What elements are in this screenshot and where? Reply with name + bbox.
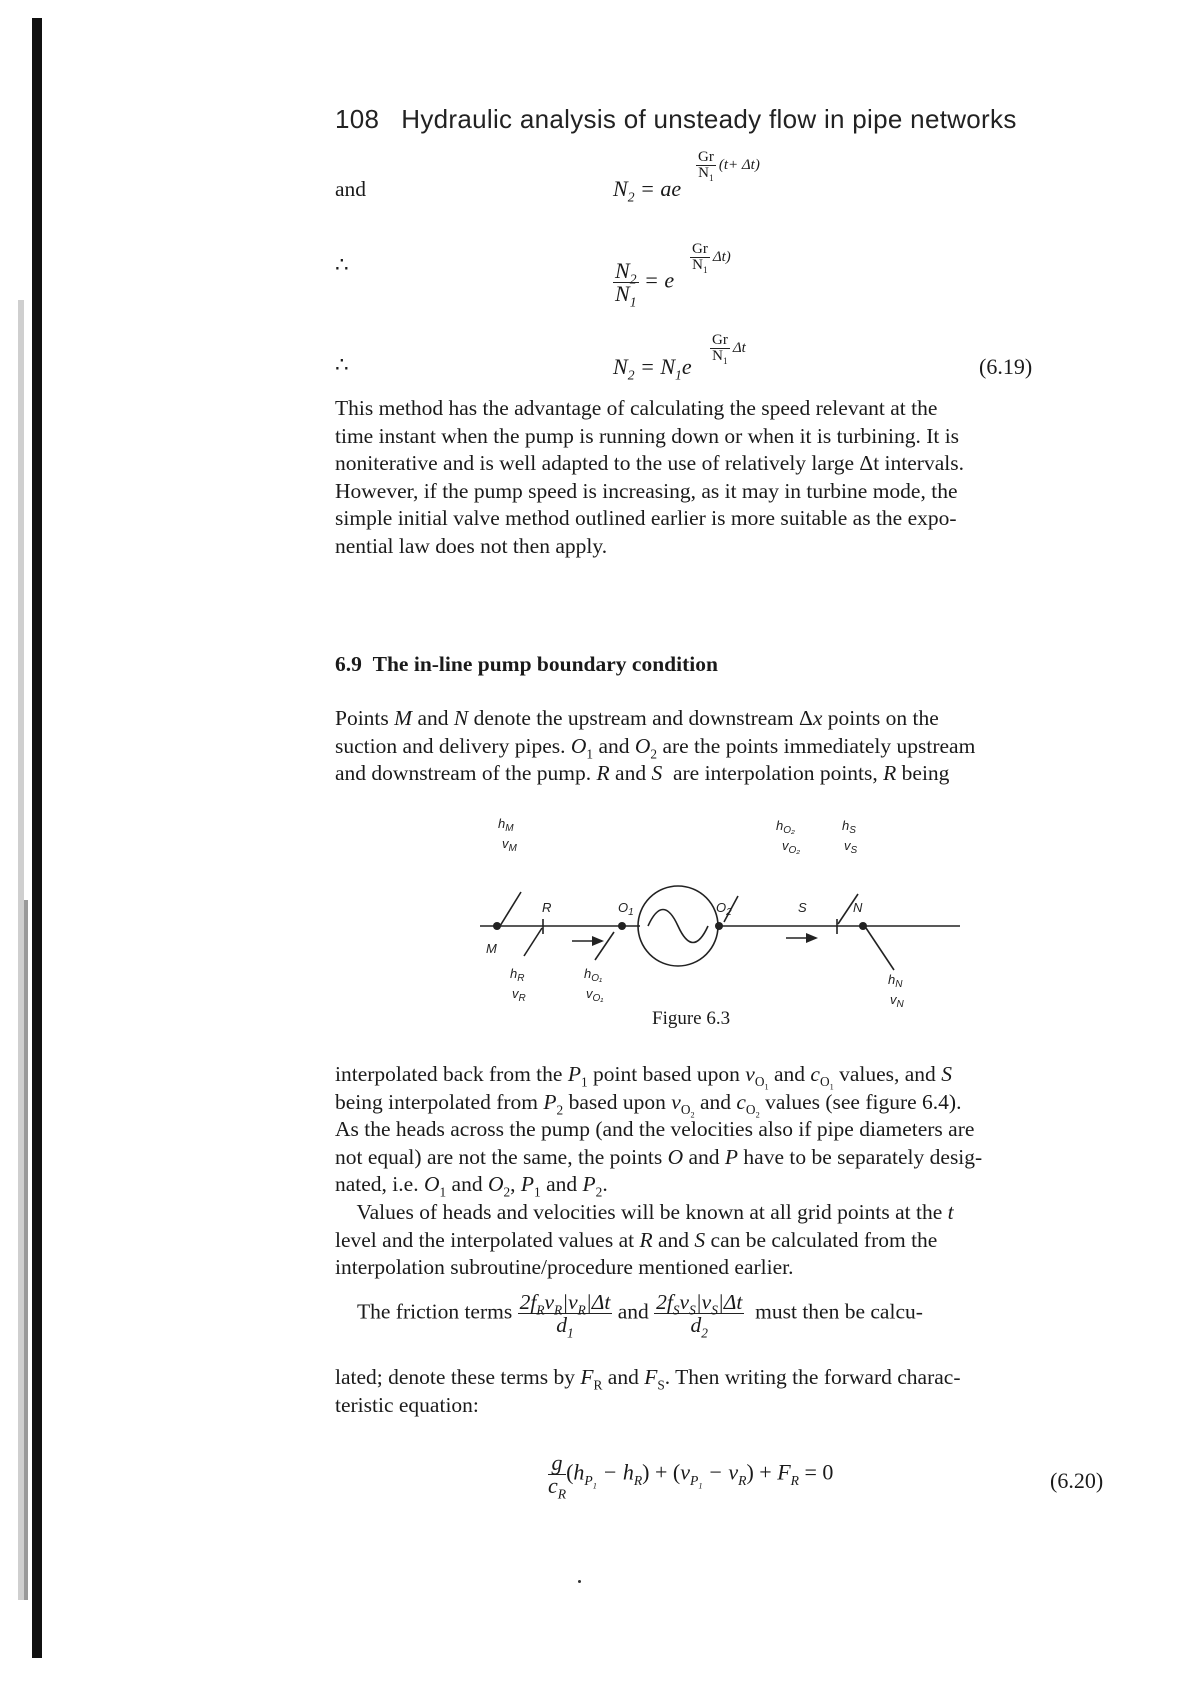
label-vO2: $v_{O_2}$ — [782, 838, 801, 856]
pump-impeller-wave — [648, 910, 708, 943]
arrowhead-suction — [592, 936, 604, 946]
paragraph-points-definition — [335, 705, 1055, 788]
hO1-leader — [595, 932, 614, 960]
text-line: Points M and N denote the upstream and downstream Δx points on the — [335, 706, 939, 730]
label-hN: $h_N$ — [888, 972, 903, 990]
text-line: This method has the advantage of calculating the speed relevant at the — [335, 396, 938, 420]
label-hR: $h_R$ — [510, 966, 525, 984]
eq2-exponent: $\frac{Gr}{N_1}$ Δt) — [692, 241, 731, 276]
text-line: teristic equation: — [335, 1392, 479, 1417]
text-line: lated; denote these terms by $F_R$ and $F_S$. Then writing the forward charac- — [335, 1365, 961, 1393]
label-R: R — [542, 900, 552, 915]
label-hO1: $h_{O_1}$ — [584, 966, 603, 984]
text-line: interpolated back from the $P_1$ point based upon $v_{O_1}$ and $c_{O_1}$ values, and S — [335, 1062, 952, 1092]
text-line: nential law does not then apply. — [335, 533, 608, 558]
equation-speed-n2: $N_2$ = ae — [613, 176, 682, 205]
text-line: and downstream of the pump. R and S are interpolation points, R being — [335, 761, 950, 786]
label-O1: $O_1$ — [618, 900, 634, 918]
label-S: S — [798, 900, 807, 915]
stray-mark — [578, 1580, 581, 1583]
page-binding-shadow-inner — [24, 900, 28, 1600]
eq1-exponent: $\frac{Gr}{N_1}$ (t+ Δt) — [698, 149, 760, 184]
figure-6-3-pump-diagram — [480, 808, 980, 1008]
section-heading: 6.9 The in-line pump boundary condition — [335, 652, 718, 676]
arrowhead-delivery — [806, 933, 818, 943]
text-line: nated, i.e. $O_1$ and $O_2$, $P_1$ and $P_2$. — [335, 1172, 608, 1200]
equation-6-19: $N_2 = N_1e$ — [613, 354, 692, 383]
node-M — [493, 922, 501, 930]
label-vN: $v_N$ — [890, 992, 904, 1008]
text-line: suction and delivery pipes. $O_1$ and $O_2$ are the points immediately upstream — [335, 733, 976, 761]
paragraph-method-advantage — [335, 395, 1055, 561]
label-vO1: $v_{O_1}$ — [586, 986, 604, 1004]
label-hO2: $h_{O_2}$ — [776, 818, 795, 836]
running-header — [335, 104, 1017, 135]
label-vS: $v_S$ — [844, 838, 858, 856]
text-line: Values of heads and velocities will be known at all grid points at the t — [335, 1199, 954, 1224]
node-N — [859, 922, 867, 930]
text-line: However, if the pump speed is increasing, as it may in turbine mode, the — [335, 478, 958, 503]
equation-number-6-19: (6.19) — [979, 354, 1033, 379]
running-title: Hydraulic analysis of unsteady flow in pipe networks — [401, 104, 1017, 134]
figure-caption: Figure 6.3 — [652, 1008, 731, 1029]
eq3-therefore: ∴ — [335, 353, 349, 377]
node-O1 — [618, 922, 626, 930]
text-line: noniterative and is well adapted to the use of relatively large Δt intervals. — [335, 451, 964, 476]
page-binding-edge — [32, 18, 42, 1658]
hN-leader — [866, 928, 894, 970]
label-O2: $O_2$ — [716, 900, 732, 918]
label-M: M — [486, 941, 497, 956]
label-hM: $h_M$ — [498, 816, 514, 834]
text-line: level and the interpolated values at R and S can be calculated from the — [335, 1227, 938, 1252]
label-hS: $h_S$ — [842, 818, 856, 836]
equation-speed-ratio: $\frac{N_2}{N_1}$ = e — [615, 258, 675, 310]
hR-leader — [524, 928, 542, 956]
text-line: not equal) are not the same, the points O and P have to be separately desig- — [335, 1144, 983, 1169]
eq2-therefore: ∴ — [335, 253, 349, 277]
paragraph-characteristic-equation — [335, 1364, 1055, 1419]
page-number: 108 — [335, 104, 380, 134]
equation-number-6-20: (6.20) — [1050, 1468, 1104, 1493]
label-vR: $v_R$ — [512, 986, 526, 1004]
paragraph-interpolation — [335, 1061, 1055, 1282]
friction-terms-line: The friction terms $\frac{2f_Rv_R|v_R|\Delta t}{d_1}$ and $\frac{2f_Sv_S|v_S|\Delta t}{d_2}$ must then be calcu- — [357, 1290, 923, 1341]
eq3-exponent: $\frac{Gr}{N_1}$ Δt — [712, 332, 746, 367]
node-O2 — [715, 922, 723, 930]
text-line: interpolation subroutine/procedure mentioned earlier. — [335, 1255, 794, 1280]
label-vM: $v_M$ — [502, 836, 517, 854]
hM-leader — [500, 892, 521, 926]
text-line: simple initial valve method outlined earlier is more suitable as the expo- — [335, 506, 957, 531]
text-line: being interpolated from $P_2$ based upon $v_{O_2}$ and $c_{O_2}$ values (see figure 6.4). — [335, 1089, 962, 1120]
text-line: As the heads across the pump (and the velocities also if pipe diameters are — [335, 1117, 975, 1142]
equation-6-20: $\frac{g}{c_R}$ $(h_{P_1} - h_R) + (v_{P_1} - v_R) + F_R = 0$ — [548, 1450, 834, 1502]
text-line: time instant when the pump is running down or when it is turbining. It is — [335, 423, 960, 448]
label-N: N — [853, 900, 863, 915]
eq1-lead: and — [335, 177, 367, 201]
